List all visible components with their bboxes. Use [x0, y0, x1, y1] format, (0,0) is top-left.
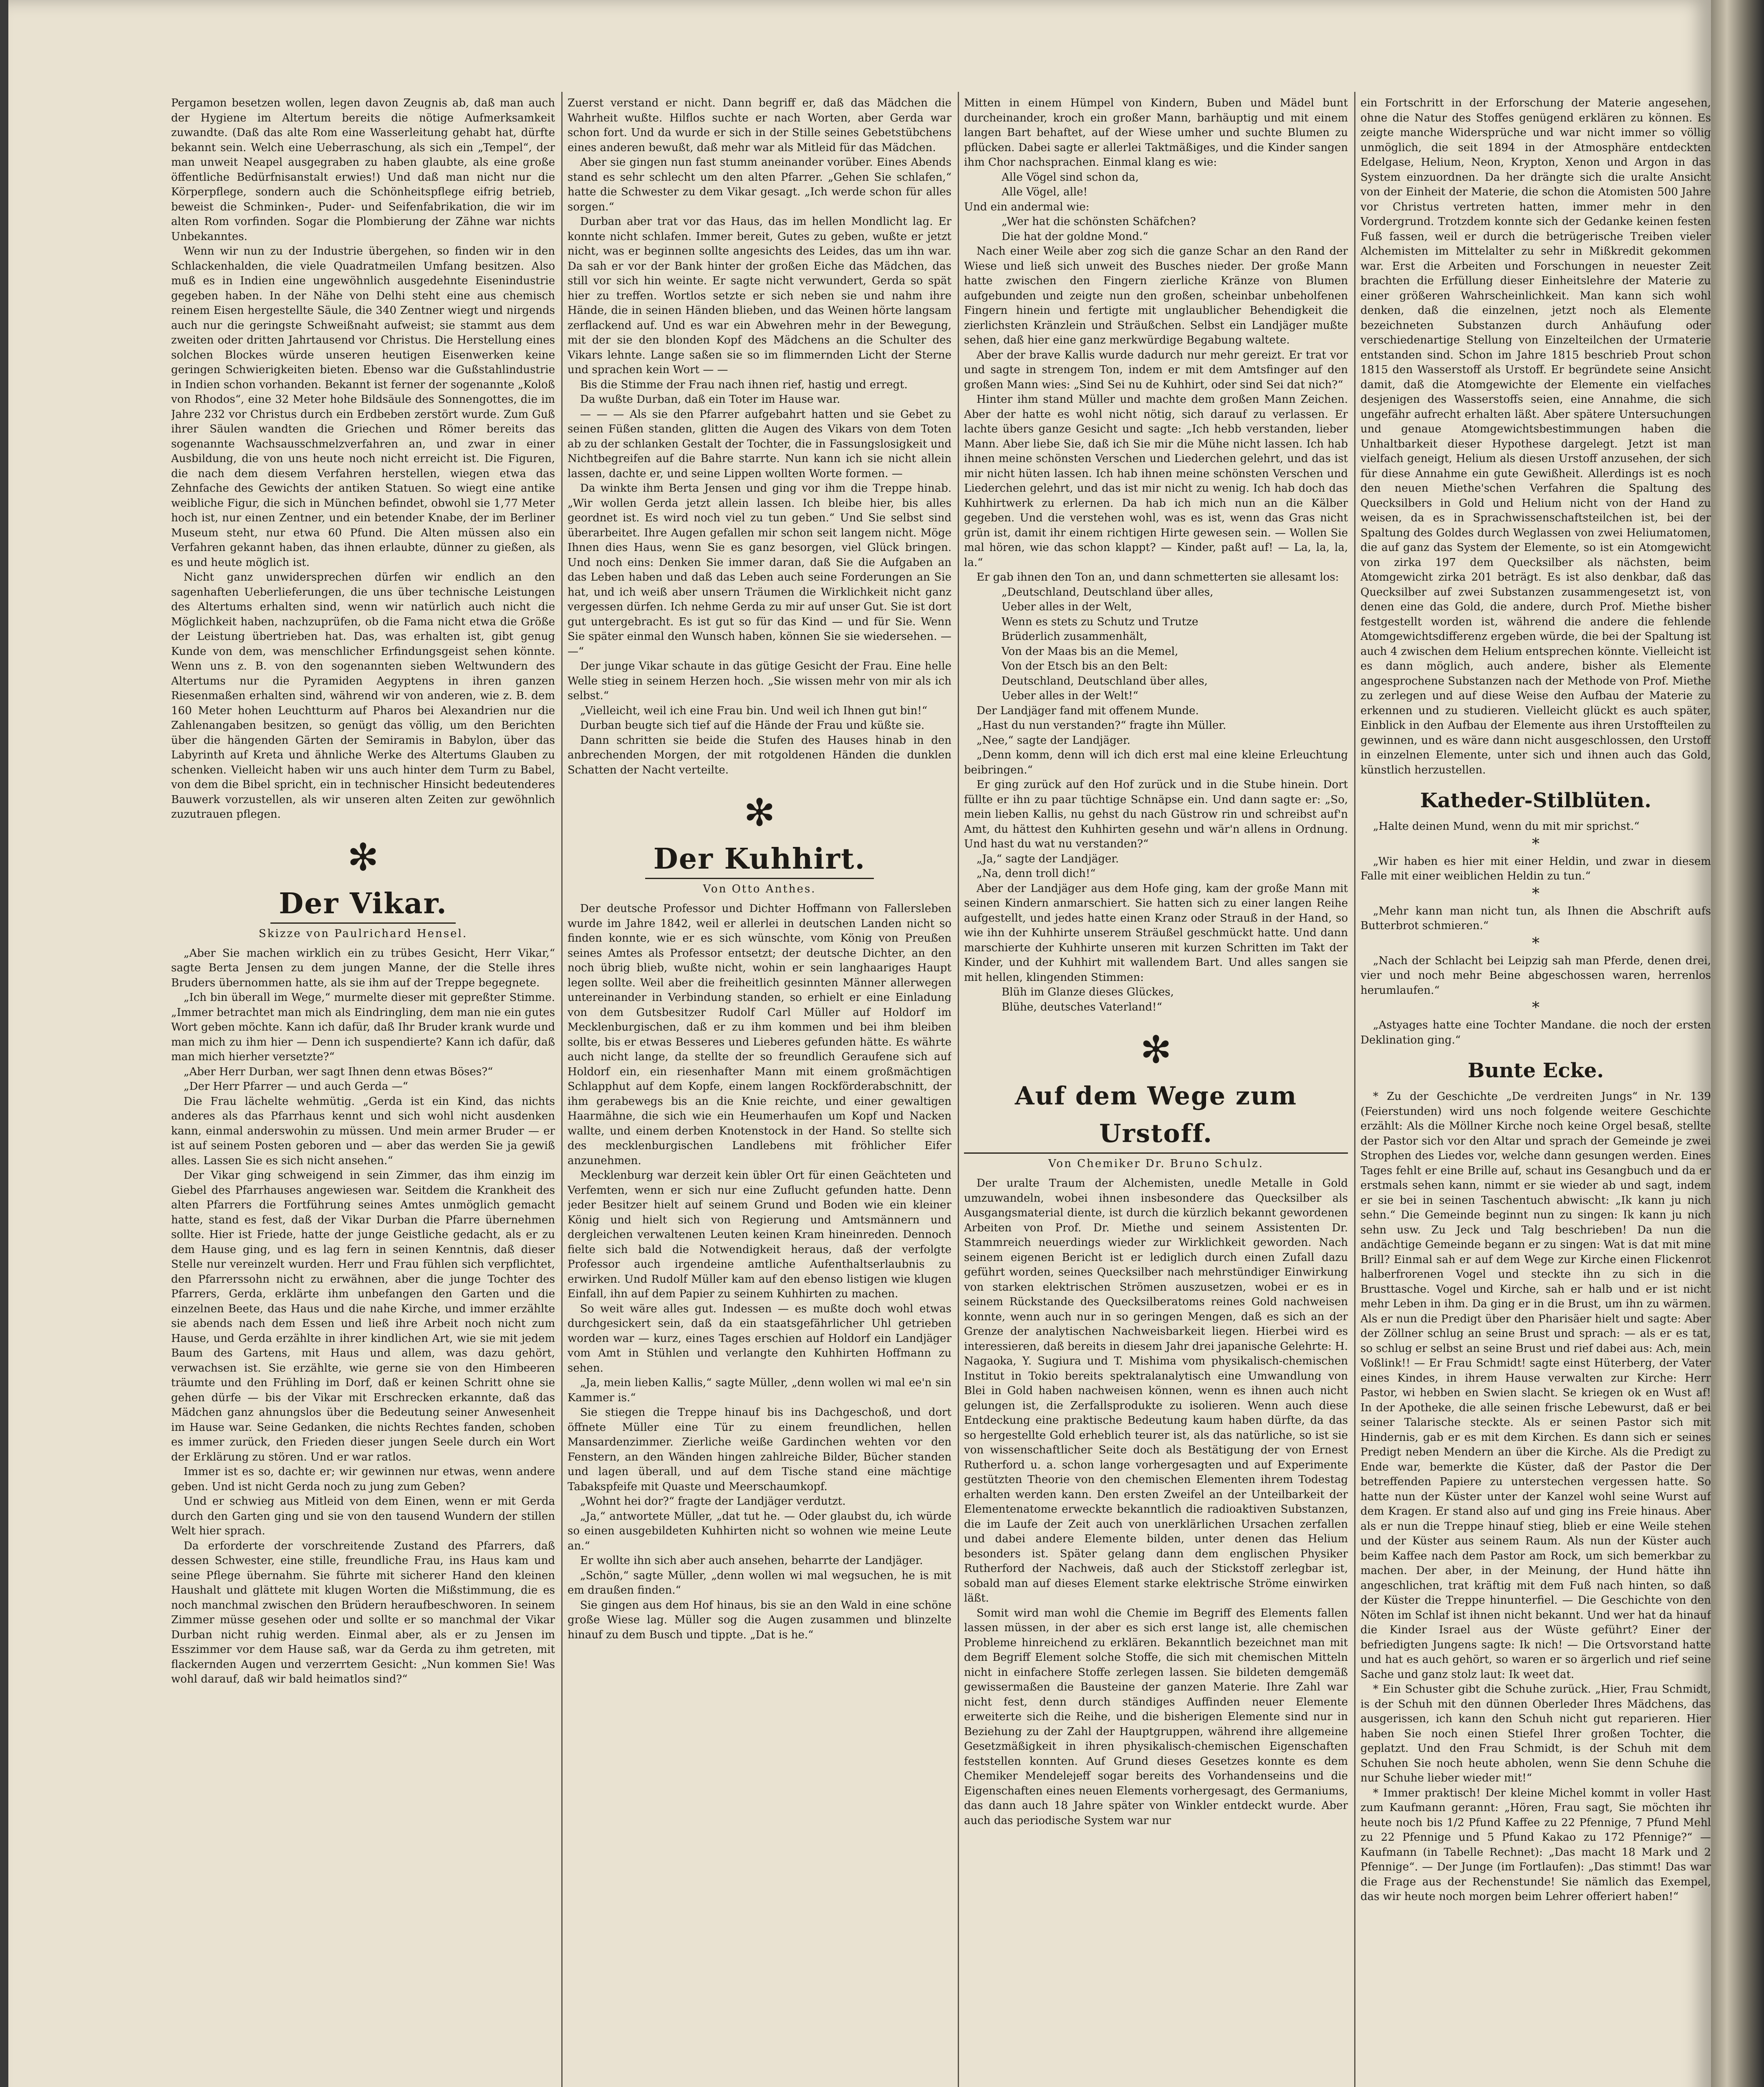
verse-line: Alle Vögel sind schon da,: [1002, 171, 1139, 184]
column-3: [964, 96, 1348, 2087]
verse-line: Die hat der goldne Mond.“: [1002, 230, 1148, 243]
verse-line: „Wer hat die schönsten Schäfchen?: [1002, 215, 1196, 228]
story-paragraph: Zuerst verstand er nicht. Dann begriff er, daß das Mädchen die Wahrheit wußte. Hilflos suchte er nach Worten, aber Gerda war schon fort. Und da wurde er sich in der Stille seines Gebetstübchens eines anderen bewußt, daß mehr war als Mitleid für das Mädchen.: [568, 97, 951, 154]
column-rule: [958, 92, 959, 2087]
story-paragraph: Durban aber trat vor das Haus, das im hellen Mondlicht lag. Er konnte nicht schlafen. Immer bereit, Gutes zu geben, wußte er jetzt nicht, was er beginnen sollte angesichts des Leides, das um ihn war. Da sah er vor der Bank hinter der großen Eiche das Mädchen, das still vor sich hin weinte. Er sagte nicht verwundert, Gerda so spät hier zu treffen. Wortlos setzte er sich neben sie und nahm ihre Hände, die in seinen Händen blieben, und das Weinen hörte langsam zerflackend auf. Und es war ein Abwehren mehr in der Bewegung, mit der sie den blonden Kopf des Mädchens an die Schulter des Vikars lehnte. Lange saßen sie so im flimmernden Licht der Sterne und sprachen kein Wort — —: [568, 215, 951, 376]
story-paragraph: Mitten in einem Hümpel von Kindern, Buben und Mädel bunt durcheinander, kroch ein großer Mann, barhäuptig und mit einem langen Bart behaftet, auf der Wiese umher und suchte Blumen zu pflücken. Dabei sagte er allerlei Taktmäßiges, und die Kinder sangen ihm Chor nachsprachen. Einmal klang es wie:: [964, 97, 1348, 169]
story-paragraph: Der deutsche Professor und Dichter Hoffmann von Fallersleben wurde im Jahre 1842, weil er allerlei in deutschen Landen nicht so finden konnte, wie er es sich wünschte, vom König von Preußen seines Amtes als Professor entsetzt; der deutsche Dichter, an den noch übrig blieb, wußte nicht, wohin er sein langhaariges Haupt legen sollte. Weil aber die freiheitlich gesinnten Männer allerwegen untereinander in Verbindung standen, so erhielt er eine Einladung von dem Gutsbesitzer Rudolf Carl Müller auf Holdorf im Mecklenburgischen, daß er zu ihm kommen und bei ihm bleiben sollte, bis er etwas Besseres und Lieberes gefunden hätte. Es währte auch nicht lange, da stellte der so freundlich Geraufene sich auf Holdorf ein, ein riesenhafter Mann mit einem großmächtigen Schlapphut auf dem Kopfe, einem langen Rockförderabschnitt, der ihm gerabewegs bis an die Knie reichte, und einer gewaltigen Haarmähne, die sich wie ein Heumerhaufen um Kopf und Nacken wallte, und einem derben Knotenstock in der Hand. So stellte sich des mecklenburgischen Landlebens mit fröhlicher Eifer anzunehmen.: [568, 902, 951, 1167]
story-paragraph: Immer ist es so, dachte er; wir gewinnen nur etwas, wenn andere geben. Und ist nicht Gerda noch zu jung zum Geben?: [171, 1465, 555, 1493]
story-paragraph: „Ja, mein lieben Kallis,“ sagte Müller, „denn wollen wi mal ee'n sin Kammer is.“: [568, 1377, 951, 1404]
article-paragraph: Wenn wir nun zu der Industrie übergehen, so finden wir in den Schlackenhalden, die viele Quadratmeilen Umfang besitzen. Also muß es in Indien eine ungewöhnlich ausgedehnte Eisenindustrie gegeben haben. In der Nähe von Delhi steht eine aus chemisch reinem Eisen hergestellte Säule, die 340 Zentner wiegt und nirgends auch nur die geringste Schweißnaht aufweist; sie stammt aus dem zweiten oder dritten Jahrtausend vor Christus. Die Herstellung eines solchen Blockes würde unseren heutigen Eisenwerken keine geringen Schwierigkeiten bieten. Ebenso war die Gußstahlindustrie in Indien schon vorhanden. Bekannt ist ferner der sogenannte „Koloß von Rhodos“, eine 32 Meter hohe Bildsäule des Sonnengottes, die im Jahre 232 vor Christus durch ein Erdbeben zerstört wurde. Zum Guß ihrer Säulen wandten die Griechen und Römer bereits das sogenannte Wachsausschmelzverfahren an, und zwar in einer Ausbildung, die von uns heute noch nicht erreicht ist. Die Figuren, die nach dem diesem Verfahren herstellen, wiegen etwa das Zehnfache des Gewichts der antiken Statuen. So wiegt eine antike weibliche Figur, die sich in München befindet, obwohl sie 1,77 Meter hoch ist, nur einen Zentner, und ein betender Knabe, der im Berliner Museum steht, nur etwa 60 Pfund. Die Alten müssen also ein Verfahren gekannt haben, das ihnen erlaubte, dünner zu gießen, als es und heute möglich ist.: [171, 245, 555, 569]
story-paragraph: „Vielleicht, weil ich eine Frau bin. Und weil ich Ihnen gut bin!“: [580, 704, 928, 717]
story-paragraph: Die Frau lächelte wehmütig. „Gerda ist ein Kind, das nichts anderes als das Pfarrhaus kennt und sich wohl nicht ausdenken kann, einmal anderswohin zu müssen. Und mein armer Bruder — er ist auf seinem Posten geboren und — aber das werden Sie ja gewiß alles. Lassen Sie es sich nicht ansehen.“: [171, 1095, 555, 1167]
story-paragraph: Da erforderte der vorschreitende Zustand des Pfarrers, daß dessen Schwester, eine stille, freundliche Frau, ins Haus kam und seine Pflege übernahm. Sie führte mit sicherer Hand den kleinen Haushalt und glättete mit klugen Worten die Mißstimmung, die es noch manchmal zwischen den Brüdern heraufbeschworen. In seinem Zimmer müsse gesehen oder und sollte er so manchmal der Vikar Durban nicht ruhig werden. Einmal aber, als er zu Jensen im Esszimmer vor dem Hause saß, war da Gerda zu ihm getreten, mit flackernden Augen und verzerrtem Gesicht: „Nun kommen Sie! Was wohl darauf, daß wir bald heimatlos sind?“: [171, 1539, 555, 1685]
song-verse-deutschlandlied: [964, 585, 1348, 704]
story-paragraph: Und er schwieg aus Mitleid von dem Einen, wenn er mit Gerda durch den Garten ging und sie von den tausend Wundern der stillen Welt hier sprach.: [171, 1495, 555, 1537]
story-paragraph: So weit wäre alles gut. Indessen — es mußte doch wohl etwas durchgesickert sein, daß da ein staatsgefährlicher Uhl getrieben worden war — kurz, eines Tages erschien auf Holdorf ein Landjäger vom Amt in Stühlen und verlangte den Kuhhirten Hoffmann zu sehen.: [568, 1302, 951, 1374]
stilbluete-item: „Astyages hatte eine Tochter Mandane. die noch der ersten Deklination ging.“: [1360, 1019, 1711, 1046]
story-paragraph: Dann schritten sie beide die Stufen des Hauses hinab in den anbrechenden Morgen, der mit rotgoldenen Händen die dunklen Schatten der Nacht verteilte.: [568, 734, 951, 776]
story-paragraph: Er wollte ihn sich aber auch ansehen, beharrte der Landjäger.: [580, 1554, 923, 1567]
story-paragraph: Durban beugte sich tief auf die Hände der Frau und küßte sie.: [580, 719, 925, 732]
section-divider-star: ✻: [347, 835, 379, 879]
story-byline: Skizze von Paulrichard Hensel.: [258, 927, 468, 940]
column-2: [568, 96, 951, 2087]
item-separator: *: [1532, 999, 1539, 1016]
newspaper-page: [8, 0, 1711, 2087]
bunte-ecke-item: * Ein Schuster gibt die Schuhe zurück. „Hier, Frau Schmidt, is der Schuh mit den dünnen Oberleder Ihres Mädchens, das ausgerissen, ich kann den Schuh nicht gut reparieren. Hier haben Sie noch einen Stiefel Ihrer großen Tochter, die geplatzt. Und den Frau Schmidt, is der Schuh mit dem Schuhen Sie noch heute abholen, wenn Sie denn Schuhe die nur Schuhe lieber wieder mit!“: [1360, 1683, 1711, 1784]
verse-line: Wenn es stets zu Schutz und Trutze: [1002, 615, 1199, 628]
verse-line: Blüh im Glanze dieses Glückes,: [1002, 986, 1174, 998]
story-paragraph: Bis die Stimme der Frau nach ihnen rief, hastig und erregt.: [580, 378, 908, 391]
song-verse: [964, 215, 1348, 244]
page-gutter-edge: [1711, 0, 1764, 2087]
song-verse: [964, 985, 1348, 1015]
story-paragraph: Da winkte ihm Berta Jensen und ging vor ihm die Treppe hinab. „Wir wollen Gerda jetzt allein lassen. Ich bleibe hier, bis alles geordnet ist. Es wird noch viel zu tun geben.“ Und Sie selbst sind überarbeitet. Ihre Augen gefallen mir schon seit langem nicht. Möge Ihnen dies Haus, wenn Sie es ganz besorgen, viel Glück bringen. Und noch eins: Denken Sie immer daran, daß Sie die Aufgaben an das Leben haben und daß das Leben auch seine Forderungen an Sie hat, und ich weiß aber unsern Träumen die Wirklichkeit nicht ganz vergessen dürfen. Ich nehme Gerda zu mir auf unser Gut. Sie ist dort gut untergebracht. Es ist gut so für das Kind — und für Sie. Wenn Sie später einmal den Wunsch haben, können Sie sie wiedersehen. — —“: [568, 482, 951, 658]
bunte-ecke-item: * Immer praktisch! Der kleine Michel kommt in voller Hast zum Kaufmann gerannt: „Hören, Frau sagt, Sie möchten ihr heute noch bis 1/2 Pfund Kaffee zu 22 Pfennige, 7 Pfund Mehl zu 22 Pfennige und 5 Pfund Kakao zu 172 Pfennige?“ — Kaufmann (in Tabelle Rechnet): „Das macht 18 Mark und 2 Pfennige“. — Der Junge (im Fortlaufen): „Das stimmt! Das war die Frage aus der Rechenstunde! Sie nämlich das Exempel, das wir heute noch morgen beim Lehrer offeriert haben!“: [1360, 1786, 1711, 1903]
verse-line: „Deutschland, Deutschland über alles,: [1002, 586, 1214, 599]
article-paragraph: Somit wird man wohl die Chemie im Begriff des Elements fallen lassen müssen, in der aber es sich erst lange ist, alle chemischen Probleme hinreichend zu erklären. Bekanntlich bezeichnet man mit dem Begriff Element solche Stoffe, die sich mit chemischen Mitteln nicht in einfachere Stoffe zerlegen lassen. Sie bildeten demgemäß gewissermaßen die Bausteine der ganzen Materie. Ihre Zahl war nicht fest, denn durch ständiges Auffinden neuer Elemente erweiterte sich die Reihe, und die bisherigen Elemente sind nur in Beziehung zu der Zahl der Hauptgruppen, während ihre allgemeine Gesetzmäßigkeit in ihren physikalisch-chemischen Eigenschaften feststellen konnten. Auf Grund dieses Gesetzes konnte es dem Chemiker Mendelejeff sogar bereits des Vorhandenseins und die Eigenschaften eines neuen Elements vorhergesagt, des Germaniums, das dann auch 18 Jahre später von Winkler entdeckt wurde. Aber auch das periodische System war nur: [964, 1607, 1348, 1827]
bunte-ecke-item: * Zu der Geschichte „De verdreiten Jungs“ in Nr. 139 (Feierstunden) wird uns noch folgende weitere Geschichte erzählt: Als die Möllner Kirche noch keine Orgel besaß, stellte der Pastor sich vor den Altar und sprach der Gemeinde je zwei Strophen des Liedes vor, welche dann gesungen werden. Eines Tages fehlt er eine Brille auf, schaut ins Gesangbuch und da er erstmals sehen kann, nimmt er sie wieder ab und sagt, indem er sie bei in seinen Taschentuch abwischt: „Ik kann ju nich sehn.“ Die Gemeinde beginnt nun zu singen: Ik kann ju nich sehn usw. Zu Jeck und Talg beschrieben! Da nun die andächtige Gemeinde begann er zu singen: Wat is dat mit mine Brill? Einmal sah er auf dem Wege zur Kirche einen Flickenrot halberfrorenen Vogel und steckte ihn zu sich in die Brusttasche. Vogel und Kirche, sah er halb und er ist nicht mehr Leben in ihm. Da ging er in die Brust, um ihn zu wärmen. Als er nun die Predigt über den Pharisäer hielt und sagte: Aber der Zöllner schlug an seine Brust und sprach: — als er es tat, so schlug er selbst an seine Brust und rief dabei aus: Ach, mein Voßlink!! — Er Frau Schmidt! sagte einst Hüterberg, der Vater eines Kindes, in ihrem Hause verwalten zur Kirche: Herr Pastor, wi hebben en Swien slacht. Se kriegen ok en Wust af! In der Apotheke, die alle seinen frische Lebewurst, daß er bei seiner Talarische steckte. Als er seinen Pastor sich mit Hindernis, gab er es mit dem Kirchen. Es dann sich er seines Predigt neben Mendern an über die Kirche. Als die Predigt zu Ende war, bemerkte die Küster, daß der Pastor die Der betreffenden Papiere zu unterstechen vergessen hatte. So hatte nun der Küster unter der Kanzel wohl seine Wurst auf dem Kragen. Er stand also auf und ging ins Freie hinaus. Aber als er nun die Treppe hinauf stieg, blieb er eine Weile stehen und der Küster aus seinem Raum. Als nun der Küster auch beim Kaffee nach dem Pastor am Rock, um sich bemerkbar zu machen. Der aber, in der Meinung, der Hund hätte ihn angeschlichen, trat kräftig mit dem Fuß nach hinten, so daß der Küster die Treppe hinunterfiel. — Die Geschichte von den Nöten im Schlaf ist ihnen nicht bekannt. Und wer hat da hinauf die Kinder Israel aus der Wüste geführt? Einer der befriedigten Jungens sagte: Ik nich! — Die Ortsvorstand hatte und hat es auch gehört, so waren er so ärgerlich und rief seine Sache und ganz stolz laut: Ik weet dat.: [1360, 1090, 1711, 1681]
verse-line: Deutschland, Deutschland über alles,: [1002, 675, 1208, 687]
article-title-urstoff: Auf dem Wege zum Urstoff.: [964, 1077, 1348, 1154]
stilbluete-item: „Wir haben es hier mit einer Heldin, und zwar in diesem Falle mit einer weiblichen Heldin zu tun.“: [1360, 855, 1711, 882]
story-paragraph: Nach einer Weile aber zog sich die ganze Schar an den Rand der Wiese und ließ sich unweit des Busches nieder. Der große Mann hatte zwischen den Fingern zierliche Kränze von Blumen aufgebunden und zeigte nun den großen, scheinbar unbeholfenen Fingern hinein und fertigte mit unglaublicher Behendigkeit die zierlichsten Kränzlein und Sträußchen. Selbst ein Landjäger mußte sehen, daß hier eine ganz merkwürdige Begabung waltete.: [964, 245, 1348, 346]
story-paragraph: Sie stiegen die Treppe hinauf bis ins Dachgeschoß, und dort öffnete Müller eine Tür zu einem freundlichen, hellen Mansardenzimmer. Zierliche weiße Gardinchen wehten vor den Fenstern, an den Wänden hingen zahlreiche Bilder, Bücher standen und lagen überall, und auf dem Tische stand eine mächtige Tabakspfeife mit Quaste und Meerschaumkopf.: [568, 1406, 951, 1493]
verse-line: Blühe, deutsches Vaterland!“: [1002, 1001, 1162, 1013]
story-paragraph: Aber sie gingen nun fast stumm aneinander vorüber. Eines Abends stand es sehr schlecht um den alten Pfarrer. „Gehen Sie schlafen,“ hatte die Schwester zu dem Vikar gesagt. „Ich werde schon für alles sorgen.“: [568, 156, 951, 213]
story-paragraph: Der Vikar ging schweigend in sein Zimmer, das ihm einzig im Giebel des Pfarrhauses angewiesen war. Seitdem die Krankheit des alten Pfarrers die Fortführung seines Amtes unmöglich gemacht hatte, stand es fest, daß der Vikar Durban die Pfarre übernehmen sollte. Hier ist Friede, hatte der junge Geistliche gedacht, als er zu dem Hause ging, und es lag fern in seinen Kenntnis, daß dieser Stelle nur vereinzelt wurden. Herr und Frau fühlen sich verpflichtet, den Pfarrerssohn nicht zu erwähnen, aber die junge Tochter des Pfarrers, Gerda, erklärte ihm unbefangen den Garten und die einzelnen Beete, das Haus und die nahe Kirche, und immer erzählte sie abends nach dem Essen und ließ ihre Arbeit noch nicht zum Hause, und Gerda erzählte in ihrer kindlichen Art, wie sie mit jedem Baum des Gartens, mit Haus und allem, was dazu gehört, verwachsen ist. Sie erzählte, wie gerne sie von den Himbeeren träumte und den Frühling im Dorf, daß er keinen Schritt ohne sie gehen dürfe — bis der Vikar mit Erschrecken erkannte, daß das Mädchen ganz ahnungslos über die Bedeutung seiner Anwesenheit im Hause war. Seine Gedanken, die nichts Rechtes fanden, schoben es immer zurück, den Frieden dieser jungen Seele durch ein Wort der Erklärung zu stören. Und er war ratlos.: [171, 1169, 555, 1463]
story-paragraph: Und ein andermal wie:: [964, 200, 1090, 213]
story-paragraph: „Ja,“ antwortete Müller, „dat tut he. — Oder glaubst du, ich würde so einen ausgebildeten Kuhhirten nicht so wohnen wie meine Leute an.“: [568, 1510, 951, 1552]
story-paragraph: „Na, denn troll dich!“: [977, 867, 1096, 880]
article-paragraph: ein Fortschritt in der Erforschung der Materie angesehen, ohne die Natur des Stoffes genügend erklären zu können. Es zeigte manche Widersprüche und war nicht immer so völlig unmöglich, die seit 1894 in der Atmosphäre entdeckten Edelgase, Helium, Neon, Krypton, Xenon und Argon in das System einzuordnen. Da her drängte sich die uralte Ansicht von der Einheit der Materie, die schon die Atomisten 500 Jahre vor Christus vertreten hatten, immer mehr in den Vordergrund. Trotzdem konnte sich der Gedanke keinen festen Fuß fassen, weil er durch die betrügerische Treiben vieler Alchemisten im Mittelalter zu sehr in Mißkredit gekommen war. Erst die Arbeiten und Forschungen in neuester Zeit brachten die Erfüllung dieser Einheitslehre der Materie zu einer größeren Wahrscheinlichkeit. Man kann sich wohl denken, daß die einzelnen, jetzt noch als Elemente bezeichneten Substanzen durch Anhäufung oder verschiedenartige Stellung von Einzelteilchen der Urmaterie entstanden sind. Schon im Jahre 1815 beschrieb Prout schon 1815 den Wasserstoff als Urstoff. Er begründete seine Ansicht damit, daß die Atomgewichte der Elemente ein vielfaches desjenigen des Wasserstoffs seien, eine Annahme, die sich ungefähr aufrecht erhalten läßt. Aber spätere Untersuchungen und genaue Atomgewichtsbestimmungen haben die Unhaltbarkeit dieser Hypothese dargelegt. Jetzt ist man vielfach geneigt, Helium als diesen Urstoff anzusehen, der sich für diese Annahme ein gute Gewißheit. Allerdings ist es noch den neuen Miethe'schen Verfahren die Spaltung des Quecksilbers in Gold und Helium nicht von der Hand zu weisen, da es in Sprachwissenschaftsteilchen ist, bei der Spaltung des Goldes durch Weglassen von zwei Heliumatomen, die auf ganz das System der Elemente, so ist ein Atomgewicht von zirka 197 dem Quecksilber als nächsten, beim Atomgewicht zirka 201 beträgt. Es ist also denkbar, daß das Quecksilber auf zwei Substanzen zusammengesetzt ist, von denen eine das Gold, die andere, durch Prof. Miethe bisher festgestellt worden ist, während die andere die fehlende Atomgewichtsdifferenz ergeben würde, die bei der Spaltung ist auch 4 zwischen dem Helium entsprechen könnte. Vielleicht ist es dann möglich, auch andere, bisher als Elemente angesprochene Substanzen nach der Methode von Prof. Miethe zu zerlegen und auf diese Weise den Aufbau der Materie zu erkennen und zu studieren. Vielleicht glückt es auch später, Einblick in den Aufbau der Elemente aus ihren Urstoffteilen zu gewinnen, und es wäre dann nicht ausgeschlossen, den Urstoff in einzelnen Elemente, unter sich und ihnen auch das Gold, künstlich herzustellen.: [1360, 97, 1711, 776]
story-paragraph: Aber der Landjäger aus dem Hofe ging, kam der große Mann mit seinen Kindern anmarschiert. Sie hatten sich zu einer langen Reihe aufgestellt, und jedes hatte einen Kranz oder Strauß in der Hand, so wie ihn der Kuhhirte unserem Sträußel geschmückt hatte. Und dann marschierte der Kuhhirte unseren mit kurzen Schritten im Takt der Kinder, und der Kuhhirt mit wallendem Bart. Und alles sangen sie mit hellen, klingenden Stimmen:: [964, 882, 1348, 984]
story-paragraph: — — — Als sie den Pfarrer aufgebahrt hatten und sie Gebet zu seinen Füßen standen, glitten die Augen des Vikars von dem Toten ab zu der schlanken Gestalt der Tochter, die in Fassungslosigkeit und Nichtbegreifen auf die Bahre starrte. Nun kann ich sie nicht allein lassen, dachte er, und seine Lippen wollten Worte formen. —: [568, 408, 951, 480]
story-paragraph: „Aber Sie machen wirklich ein zu trübes Gesicht, Herr Vikar,“ sagte Berta Jensen zu dem jungen Manne, der die Stelle ihres Bruders übernommen hatte, als sie ihm auf der Treppe begegnete.: [171, 947, 555, 989]
article-paragraph: Pergamon besetzen wollen, legen davon Zeugnis ab, daß man auch der Hygiene im Altertum bereits die nötige Aufmerksamkeit zuwandte. (Daß das alte Rom eine Wasserleitung gehabt hat, dürfte bekannt sein. Welch eine Ueberraschung, als sich ein „Tempel“, der man unweit Neapel ausgegraben zu haben glaubte, als eine große öffentliche Bedürfnisanstalt erwies!) Und daß man nicht nur die Körperpflege, sondern auch die Schönheitspflege eifrig betrieb, beweist die Schminken-, Puder- und Seifenfabrikation, die wir im alten Rom vorfinden. Sogar die Plombierung der Zähne war nichts Unbekanntes.: [171, 97, 555, 243]
section-title-bunte-ecke: Bunte Ecke.: [1467, 1059, 1604, 1082]
story-paragraph: Der junge Vikar schaute in das gütige Gesicht der Frau. Eine helle Welle stieg in seinem Herzen hoch. „Sie wissen mehr von mir als ich selbst.“: [568, 660, 951, 702]
section-divider-star: ✻: [744, 791, 775, 835]
story-paragraph: „Ja,“ sagte der Landjäger.: [977, 852, 1119, 865]
story-paragraph: „Ich bin überall im Wege,“ murmelte dieser mit gepreßter Stimme. „Immer betrachtet man mich als Eindringling, dem man nie ein gutes Wort geben möchte. Kann ich dafür, daß Ihr Bruder krank wurde und man mich zu ihm hier — Denn ich suspendierte? Kann ich dafür, daß man mich hierher versetzte?“: [171, 991, 555, 1063]
story-byline: Von Otto Anthes.: [703, 883, 816, 895]
column-rule: [1354, 92, 1355, 2087]
item-separator: *: [1532, 885, 1539, 902]
verse-line: Von der Maas bis an die Memel,: [1002, 645, 1179, 658]
story-paragraph: Er ging zurück auf den Hof zurück und in die Stube hinein. Dort füllte er ihn zu paar tüchtige Schnäpse ein. Und dann sagte er: „So, mein lieben Kallis, nu gehst du nach Güstrow rin und schreibst auf'n Amt, du hättest den Kuhhirten gesehn und wär'n allens in Ordnung. Und hast du wat nu verstanden?“: [964, 778, 1348, 850]
article-paragraph: Nicht ganz unwidersprechen dürfen wir endlich an den sagenhaften Ueberlieferungen, die uns über technische Leistungen des Altertums erhalten sind, wenn wir natürlich auch nicht die Möglichkeit haben, nachzuprüfen, ob die Fama nicht etwa die Größe der Leistung übertrieben hat. Das, was erhalten ist, gibt genug Kunde von dem, was menschlicher Erfindungsgeist sehen könnte. Wenn uns z. B. von den sogenannten sieben Weltwundern des Altertums nur die Pyramiden Aegyptens in ihren ganzen Riesenmaßen erhalten sind, während wir von anderen, wie z. B. dem 160 Meter hohen Leuchtturm auf Pharos bei Alexandrien nur die Zahlenangaben besitzen, so genügt das völlig, um den Berichten über die hängenden Gärten der Semiramis in Babylon, über das Labyrinth auf Kreta und ähnliche Werke des Altertums Glauben zu schenken. Vielleicht haben wir uns auch hinter dem Turm zu Babel, von dem die Bibel spricht, ein in technischer Hinsicht bedeutenderes Bauwerk vorzustellen, als wir unseren alten Zeiten zur gewöhnlich zuzutrauen pflegen.: [171, 571, 555, 821]
verse-line: Brüderlich zusammenhält,: [1002, 630, 1147, 643]
stilbluete-item: „Halte deinen Mund, wenn du mit mir sprichst.“: [1373, 820, 1640, 833]
story-title-kuhhirt: Der Kuhhirt.: [568, 840, 951, 879]
story-paragraph: „Denn komm, denn will ich dich erst mal eine kleine Erleuchtung beibringen.“: [964, 749, 1348, 776]
stilbluete-item: „Mehr kann man nicht tun, als Ihnen die Abschrift aufs Butterbrot schmieren.“: [1360, 905, 1711, 932]
story-paragraph: Mecklenburg war derzeit kein übler Ort für einen Geächteten und Verfemten, wenn er sich nur eine Zuflucht gefunden hatte. Denn jeder Besitzer hielt auf seinem Grund und Boden wie ein kleiner König und hielt sich von Regierung und Amtsmännern und dergleichen verwaltenen Leuten keinen Kram hineinreden. Dennoch fielte sich bald die Notwendigkeit heraus, daß der verfolgte Professor auch irgendeine amtliche Aufenthaltserlaubnis zu erwirken. Und Rudolf Müller kam auf den ebenso listigen wie klugen Einfall, ihn auf dem Papier zu seinem Kuhhirten zu machen.: [568, 1169, 951, 1300]
story-paragraph: Sie gingen aus dem Hof hinaus, bis sie an den Wald in eine schöne große Wiese lag. Müller sog die Augen zusammen und blinzelte hinauf zu dem Busch und tippte. „Dat is he.“: [568, 1599, 951, 1641]
story-paragraph: Der Landjäger fand mit offenem Munde.: [977, 704, 1199, 717]
verse-line: Alle Vögel, alle!: [1002, 186, 1088, 198]
verse-line: Ueber alles in der Welt!“: [1002, 690, 1138, 702]
article-paragraph: Der uralte Traum der Alchemisten, unedle Metalle in Gold umzuwandeln, wobei ihnen insbesondere das Quecksilber als Ausgangsmaterial diente, ist durch die kürzlich bekannt gewordenen Arbeiten von Prof. Dr. Miethe und seinem Assistenten Dr. Stammreich neuerdings wieder zur Wirklichkeit geworden. Nach seinem eigenen Bericht ist er lediglich durch einen Zufall dazu geführt worden, seines Quecksilber nach mehrstündiger Einwirkung von starken elektrischen Strömen auszusetzen, wobei er es in seinem Rückstande des Quecksilberatoms reines Gold nachweisen konnte, wenn auch nur in so geringen Mengen, daß es sich an der Grenze der analytischen Nachweisbarkeit liegen. Hierbei wird es interessieren, daß bereits in diesem Jahr drei japanische Gelehrte: H. Nagaoka, Y. Sugiura und T. Mishima vom physikalisch-chemischen Institut in Tokio bereits spektralanalytisch eine Umwandlung von Blei in Gold haben nachweisen können, wenn es ihnen auch nicht gelungen ist, die Zerfallsprodukte zu isolieren. Wenn auch diese Entdeckung eine praktische Bedeutung kaum haben dürfte, da das so hergestellte Gold erheblich teurer ist, als das natürliche, so ist sie von wissenschaftlicher Seite doch als Bestätigung der von Ernest Rutherford u. a. schon lange vorhergesagten und auf Experimente gestützten Theorie von den chemischen Elementen ihrem Todestag erhalten werden kann. Den ersten Zweifel an der Unteilbarkeit der Elementenatome erweckte bekanntlich die radioaktiven Substanzen, die im Laufe der Zeit auch von unerklärlichen Ursachen zerfallen und dabei andere Elemente bilden, unter denen das Helium besonders ist. Später gelang dann dem englischen Physiker Rutherford der Nachweis, daß auch der Stickstoff zerlegbar ist, sobald man auf dieses Element starke elektrische Ströme einwirken läßt.: [964, 1177, 1348, 1604]
story-paragraph: Hinter ihm stand Müller und machte dem großen Mann Zeichen. Aber der hatte es wohl nicht nötig, sich darauf zu verlassen. Er lachte übers ganze Gesicht und sagte: „Ich hebb verstanden, lieber Mann. Aber liebe Sie, daß ich Sie mir die Mühe nicht lassen. Ich hab ihnen meine schönsten Verschen und Liederchen gelehrt, und das ist mir nicht hüten lassen. Ich hab ihnen meine schönsten Verschen und Liederchen gelehrt, und das ist mir nicht zu wenig. Ich hab doch das Kuhhirtwerk zu erlernen. Da hab ich mich nun an die Kälber gegeben. Und die verstehen wohl, was es ist, wenn das Gras nicht grün ist, damit ihr einem richtigen Hirte gewesen sein. — Wollen Sie mal hören, wie das schon klappt? — Kinder, paßt auf! — La, la, la, la.“: [964, 393, 1348, 569]
article-byline: Von Chemiker Dr. Bruno Schulz.: [1048, 1157, 1264, 1170]
story-paragraph: „Der Herr Pfarrer — und auch Gerda —“: [184, 1080, 408, 1093]
story-paragraph: „Aber Herr Durban, wer sagt Ihnen denn etwas Böses?“: [184, 1065, 493, 1078]
story-paragraph: „Wohnt hei dor?“ fragte der Landjäger verdutzt.: [580, 1495, 846, 1508]
song-verse: [964, 170, 1348, 200]
section-divider-star: ✻: [1140, 1028, 1172, 1072]
column-1: [171, 96, 555, 2087]
story-paragraph: Aber der brave Kallis wurde dadurch nur mehr gereizt. Er trat vor und sagte in strengem Ton, indem er mit dem Amtsfinger auf den großen Mann wies: „Sind Sei nu de Kuhhirt, oder sind Sei dat nich?“: [964, 349, 1348, 391]
item-separator: *: [1532, 935, 1539, 952]
story-title-vikar: Der Vikar.: [171, 885, 555, 924]
item-separator: *: [1532, 835, 1539, 853]
verse-line: Von der Etsch bis an den Belt:: [1002, 660, 1168, 672]
column-4: [1360, 96, 1711, 2087]
story-paragraph: Da wußte Durban, daß ein Toter im Hause war.: [580, 393, 840, 406]
story-paragraph: „Schön,“ sagte Müller, „denn wollen wi mal wegsuchen, he is mit em draußen finden.“: [568, 1569, 951, 1597]
stilbluete-item: „Nach der Schlacht bei Leipzig sah man Pferde, denen drei, vier und noch mehr Beine abgeschossen waren, herrenlos herumlaufen.“: [1360, 954, 1711, 997]
column-rule: [561, 92, 563, 2087]
story-paragraph: „Nee,“ sagte der Landjäger.: [977, 734, 1131, 747]
verse-line: Ueber alles in der Welt,: [1002, 601, 1132, 613]
story-paragraph: „Hast du nun verstanden?“ fragte ihn Müller.: [977, 719, 1226, 732]
story-paragraph: Er gab ihnen den Ton an, und dann schmetterten sie allesamt los:: [977, 571, 1339, 584]
section-title-katheder: Katheder-Stilblüten.: [1420, 789, 1652, 812]
